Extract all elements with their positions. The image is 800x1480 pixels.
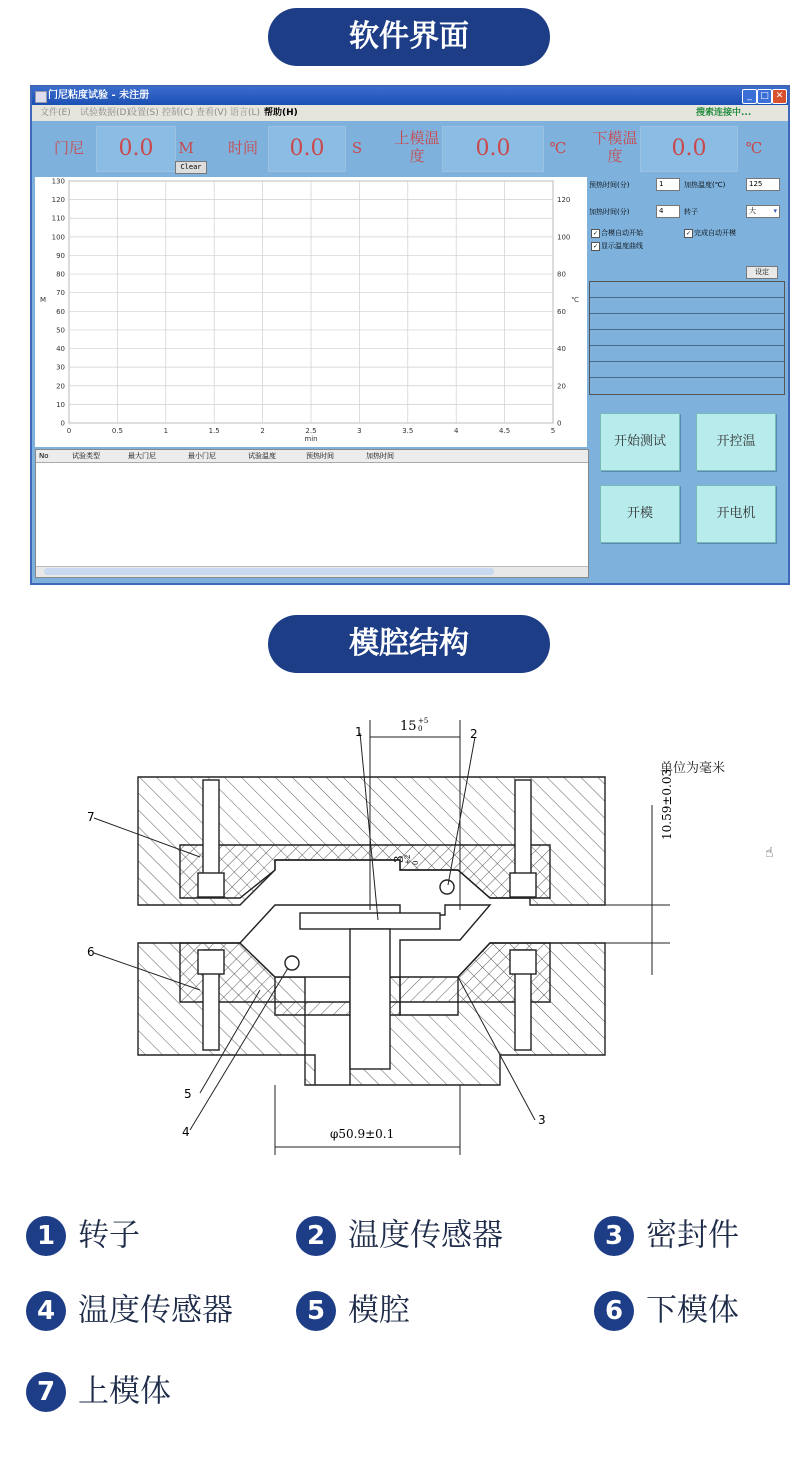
start-test-button[interactable]: 开始测试 xyxy=(600,413,680,471)
legend-item-3 xyxy=(594,1212,739,1256)
x-tick-label: 4.5 xyxy=(499,427,511,435)
time-unit: S xyxy=(351,139,363,157)
legend-text: 模腔 xyxy=(348,1292,410,1329)
legend-number: 2 xyxy=(296,1216,336,1256)
legend-item-4 xyxy=(26,1287,233,1331)
preheat-label: 预热时间(分) xyxy=(589,181,630,189)
callout-4: 4 xyxy=(182,1125,190,1139)
mooney-label: 门尼 xyxy=(53,139,84,157)
y2-axis-label: ℃ xyxy=(571,296,579,304)
legend-item-7 xyxy=(26,1368,171,1412)
y-tick-label: 130 xyxy=(51,177,65,186)
log-row xyxy=(590,314,784,330)
y2-tick-label: 0 xyxy=(557,419,562,428)
y-tick-label: 90 xyxy=(56,251,65,260)
legend-text: 温度传感器 xyxy=(348,1217,503,1254)
open-mold-button[interactable]: 开模 xyxy=(600,485,680,543)
lower-temp-label: 下模温度 xyxy=(592,129,638,165)
chart-area xyxy=(35,177,587,447)
lower-temp-value: 0.0 xyxy=(640,126,738,172)
mold-cavity-drawing xyxy=(60,715,774,1175)
show-temp-checkbox[interactable]: ✓ xyxy=(592,243,599,250)
y2-tick-label: 40 xyxy=(557,345,566,354)
show-temp-label: 显示温度曲线 xyxy=(601,242,643,250)
maximize-icon[interactable]: □ xyxy=(757,89,772,104)
y-tick-label: 0 xyxy=(60,419,65,428)
legend-text: 上模体 xyxy=(78,1373,171,1410)
title-bar xyxy=(32,87,788,105)
hand-cursor-icon: ☝ xyxy=(765,845,774,861)
dim-top: 15 xyxy=(400,719,417,734)
dim-inner: 3 xyxy=(392,855,406,863)
x-tick-label: 2 xyxy=(260,427,265,435)
callout-7: 7 xyxy=(87,810,95,824)
legend-number: 6 xyxy=(594,1291,634,1331)
col-test-temp[interactable]: 试验温度 xyxy=(248,452,276,460)
mooney-chart xyxy=(35,177,587,447)
legend-item-5 xyxy=(296,1287,410,1331)
heat-time-label: 加热时间(分) xyxy=(589,208,630,216)
auto-start-label: 合模自动开始 xyxy=(601,229,643,237)
y-tick-label: 60 xyxy=(56,307,65,316)
y2-tick-label: 100 xyxy=(557,233,571,242)
menu-control[interactable]: 控制(C) xyxy=(162,108,194,118)
heat-temp-input[interactable]: 125 xyxy=(746,178,780,191)
y-tick-label: 10 xyxy=(56,400,65,409)
unit-note: 单位为毫米 xyxy=(660,761,726,776)
legend-text: 温度传感器 xyxy=(78,1292,233,1329)
col-preheat-time[interactable]: 预热时间 xyxy=(306,452,334,460)
app-icon xyxy=(35,91,47,103)
chevron-down-icon: ▾ xyxy=(773,207,777,215)
col-no[interactable]: No xyxy=(39,452,49,460)
upper-temp-label: 上模温度 xyxy=(394,129,440,165)
rotor-value: 大 xyxy=(749,207,756,215)
x-tick-label: 0 xyxy=(66,427,72,435)
menu-file[interactable]: 文件(E) xyxy=(40,108,71,118)
col-max-mooney[interactable]: 最大门尼 xyxy=(128,452,156,460)
motor-button[interactable]: 开电机 xyxy=(696,485,776,543)
clear-button[interactable]: Clear xyxy=(175,161,207,174)
callout-1: 1 xyxy=(355,725,363,739)
auto-open-checkbox[interactable]: ✓ xyxy=(685,230,692,237)
x-axis-label: min xyxy=(304,435,318,443)
legend-number: 5 xyxy=(296,1291,336,1331)
time-value: 0.0 xyxy=(268,126,346,172)
legend-text: 转子 xyxy=(78,1217,140,1254)
temp-control-button[interactable]: 开控温 xyxy=(696,413,776,471)
callout-5: 5 xyxy=(184,1087,192,1101)
x-tick-label: 1.5 xyxy=(208,427,220,435)
menu-bar xyxy=(32,105,788,121)
col-test-type[interactable]: 试验类型 xyxy=(72,452,100,460)
x-tick-label: 3.5 xyxy=(402,427,414,435)
time-label: 时间 xyxy=(227,139,258,157)
x-tick-label: 2.5 xyxy=(305,427,317,435)
dim-inner-tol: +2 0 xyxy=(404,854,420,865)
scroll-thumb[interactable] xyxy=(44,568,494,575)
legend-text: 密封件 xyxy=(646,1217,739,1254)
y-tick-label: 100 xyxy=(51,233,65,242)
mooney-value: 0.0 xyxy=(96,126,176,172)
legend-item-1 xyxy=(26,1212,140,1256)
menu-view[interactable]: 查看(V) xyxy=(196,108,228,118)
log-list xyxy=(589,281,785,395)
legend-number: 3 xyxy=(594,1216,634,1256)
upper-temp-unit: ℃ xyxy=(549,139,567,157)
y-tick-label: 50 xyxy=(56,326,65,335)
menu-settings[interactable]: 设置(S) xyxy=(128,108,159,118)
settings-panel xyxy=(589,177,785,577)
app-window xyxy=(30,85,790,585)
y-tick-label: 110 xyxy=(51,214,65,223)
auto-open-label: 完成自动开模 xyxy=(694,229,736,237)
window-title: 门尼粘度试验 - 未注册 xyxy=(48,90,150,101)
menu-language[interactable]: 语言(L) xyxy=(230,108,261,118)
auto-start-checkbox[interactable]: ✓ xyxy=(592,230,599,237)
x-tick-label: 0.5 xyxy=(111,427,123,435)
log-row xyxy=(590,362,784,378)
dim-top-tol: +5 0 xyxy=(418,717,429,733)
legend-text: 下模体 xyxy=(646,1292,739,1329)
connection-status: 搜索连接中... xyxy=(696,108,752,118)
log-row xyxy=(590,330,784,346)
y-tick-label: 120 xyxy=(51,196,65,205)
y-tick-label: 20 xyxy=(56,382,65,391)
y2-tick-label: 20 xyxy=(557,382,566,391)
heat-time-input[interactable]: 4 xyxy=(656,205,680,218)
x-tick-label: 5 xyxy=(550,427,556,435)
log-row xyxy=(590,346,784,362)
lower-temp-unit: ℃ xyxy=(745,139,763,157)
col-heat-time[interactable]: 加热时间 xyxy=(366,452,394,460)
upper-temp-value: 0.0 xyxy=(442,126,544,172)
y-tick-label: 30 xyxy=(56,363,65,372)
y2-tick-label: 60 xyxy=(557,307,566,316)
dim-bottom: φ50.9±0.1 xyxy=(330,1127,395,1141)
section-title-software: 软件界面 xyxy=(268,8,550,66)
mooney-unit: M xyxy=(178,139,194,157)
table-header xyxy=(36,450,588,463)
y-tick-label: 40 xyxy=(56,345,65,354)
menu-test-data[interactable]: 试验数据(D) xyxy=(80,108,130,118)
x-tick-label: 4 xyxy=(453,427,459,435)
y-tick-label: 80 xyxy=(56,270,65,279)
legend-number: 4 xyxy=(26,1291,66,1331)
x-tick-label: 1 xyxy=(163,427,169,435)
y2-tick-label: 80 xyxy=(557,270,566,279)
section-title-cavity: 模腔结构 xyxy=(268,615,550,673)
legend-number: 1 xyxy=(26,1216,66,1256)
callout-6: 6 xyxy=(87,945,95,959)
callout-2: 2 xyxy=(470,727,478,741)
y-axis-label: M xyxy=(39,296,47,304)
minimize-icon[interactable]: _ xyxy=(742,89,757,104)
results-table xyxy=(35,449,589,578)
legend-number: 7 xyxy=(26,1372,66,1412)
close-icon[interactable]: ✕ xyxy=(772,89,787,104)
log-row xyxy=(590,298,784,314)
rotor-label: 转子 xyxy=(684,208,698,216)
y-tick-label: 70 xyxy=(56,289,65,298)
y2-tick-label: 120 xyxy=(557,196,571,205)
legend-item-2 xyxy=(296,1212,503,1256)
rotor-select[interactable] xyxy=(746,205,780,218)
preheat-input[interactable]: 1 xyxy=(656,178,680,191)
dim-right: 10.59±0.03 xyxy=(660,768,674,840)
cavity-diagram xyxy=(60,715,760,1175)
log-row xyxy=(590,282,784,298)
set-button[interactable]: 设定 xyxy=(746,266,778,279)
x-tick-label: 3 xyxy=(357,427,362,435)
menu-help[interactable]: 帮助(H) xyxy=(264,108,298,118)
callout-3: 3 xyxy=(538,1113,546,1127)
legend-item-6 xyxy=(594,1287,739,1331)
heat-temp-label: 加热温度(℃) xyxy=(684,181,726,189)
col-min-mooney[interactable]: 最小门尼 xyxy=(188,452,216,460)
table-scrollbar[interactable] xyxy=(36,566,588,577)
